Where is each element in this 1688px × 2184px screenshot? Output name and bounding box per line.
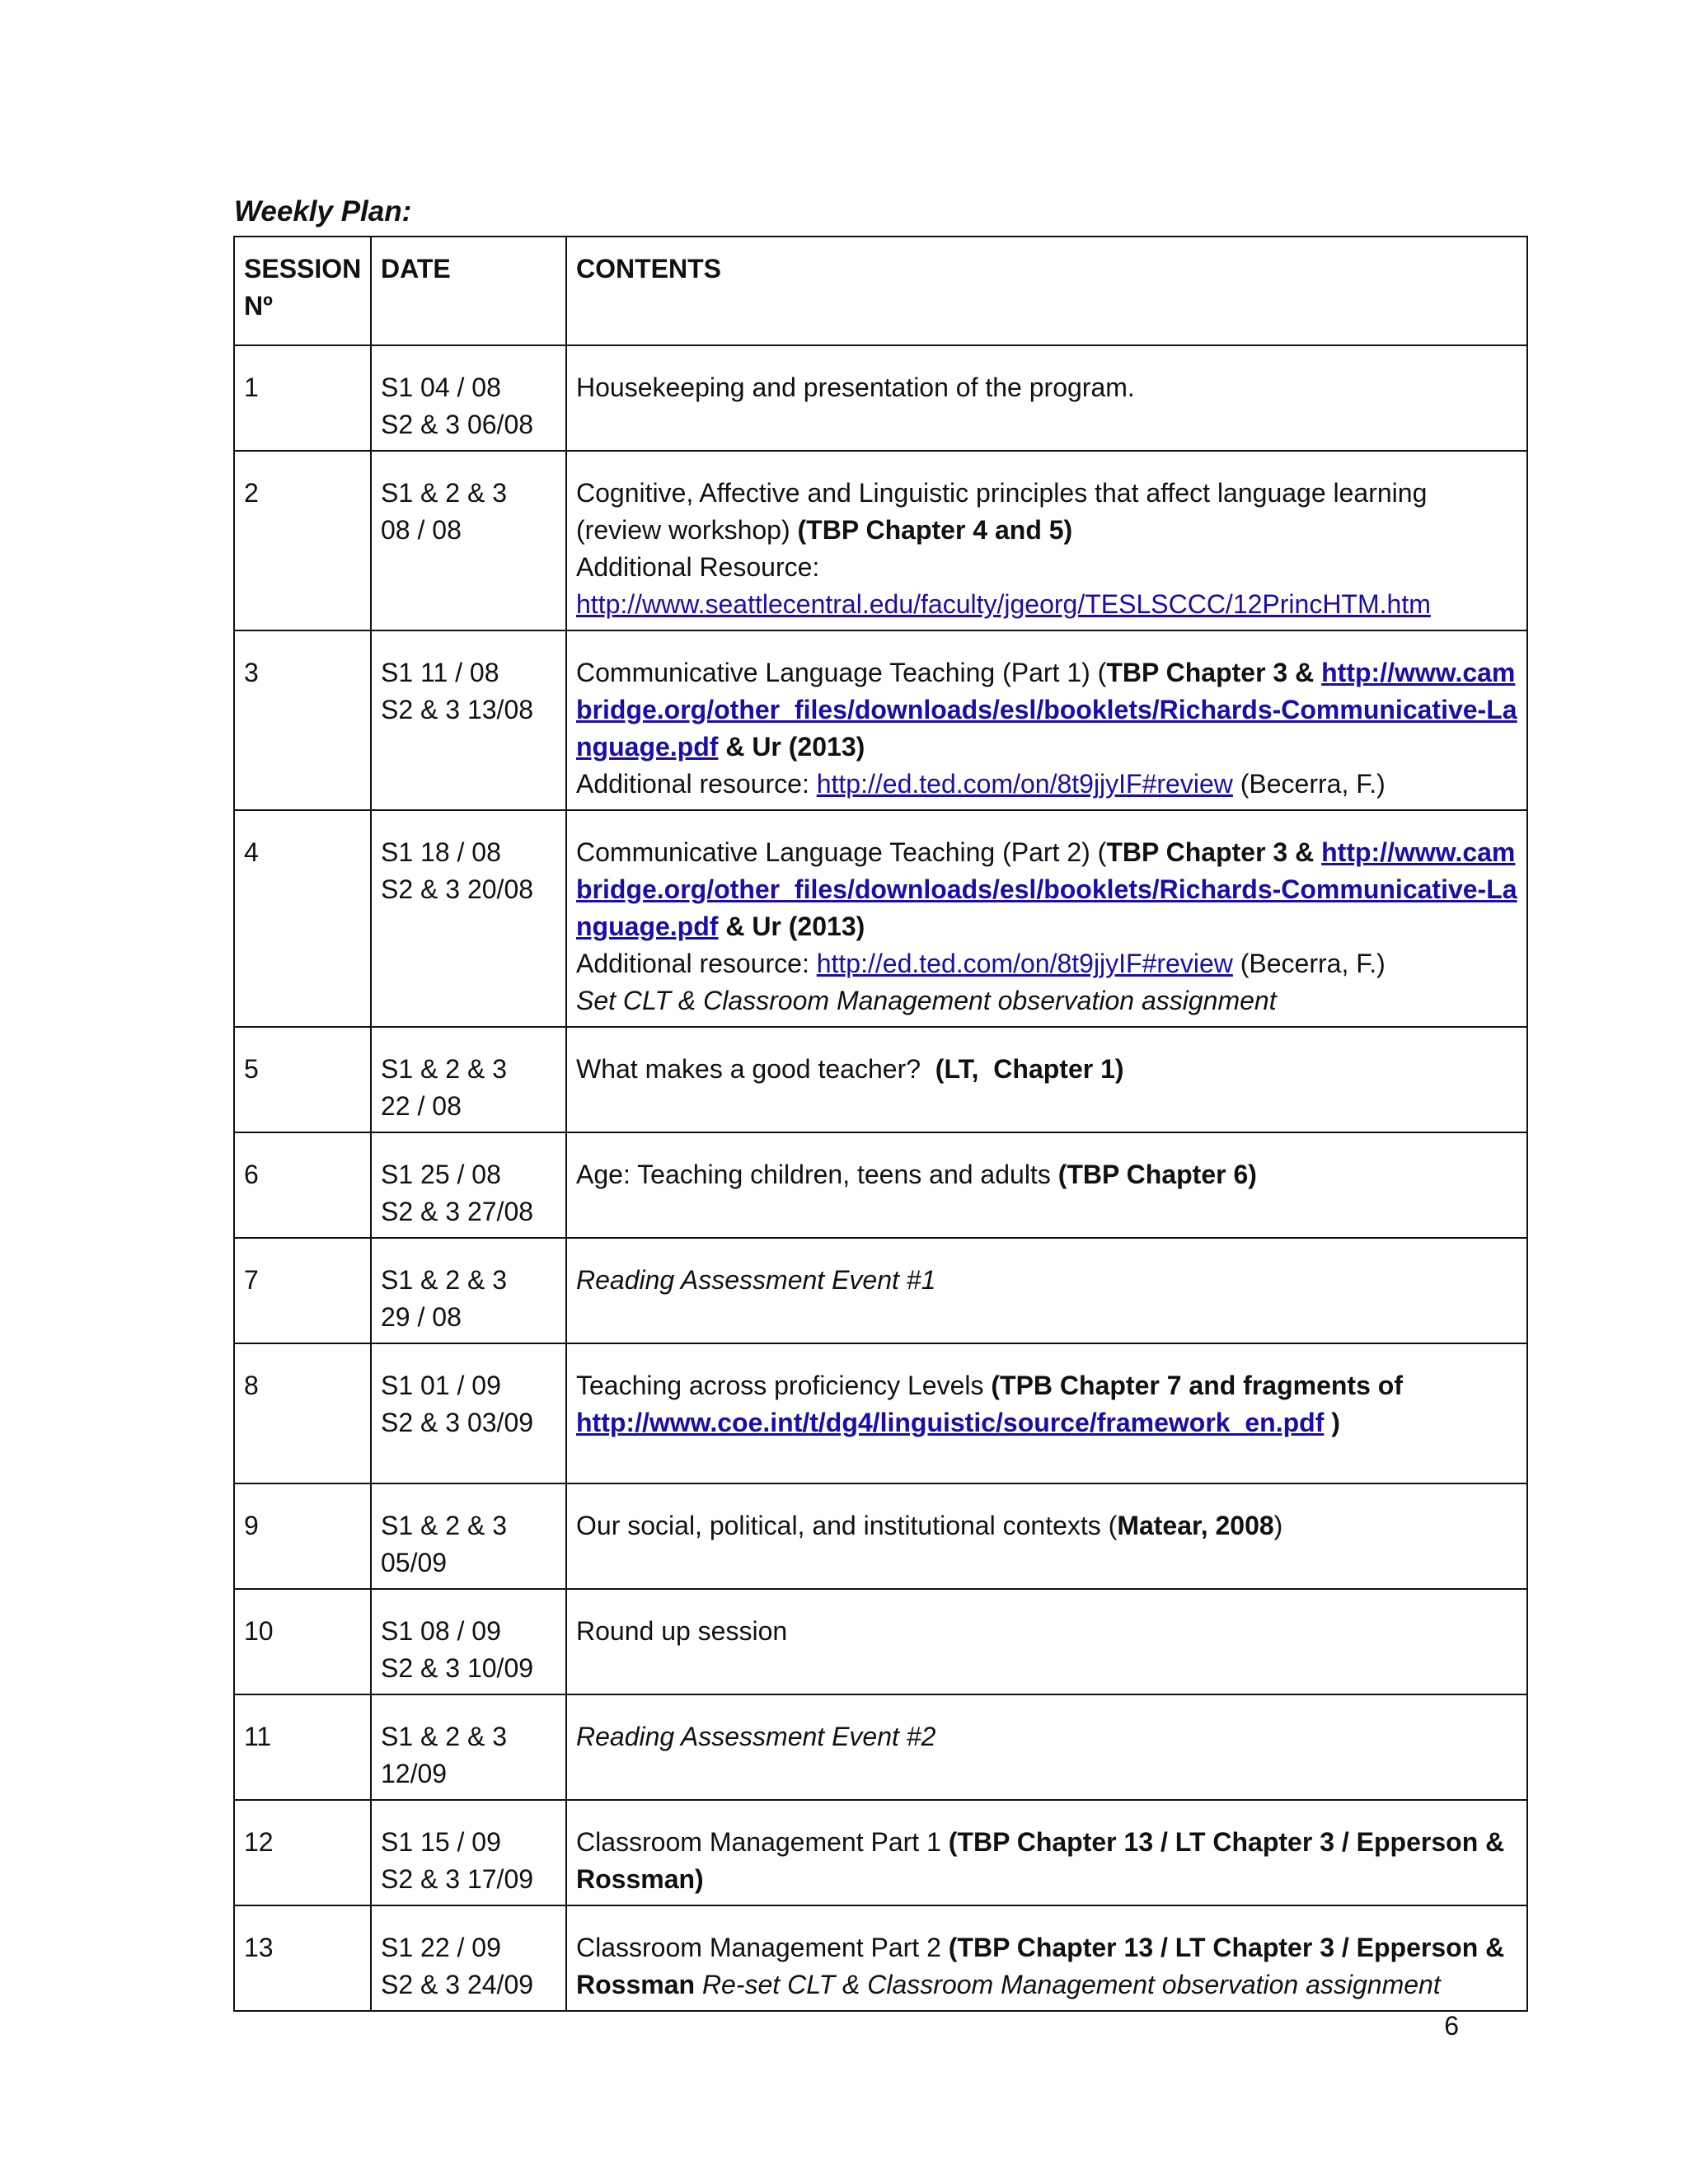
reading-reference: (TBP Chapter 6) [1057,1160,1257,1189]
date-line: S1 & 2 & 3 [381,478,507,508]
date-line: 22 / 08 [381,1091,462,1121]
session-date [371,1905,566,2011]
contents-text: Cognitive, Affective and Linguistic principles that affect language learning (review workshop) [576,478,1428,545]
contents-text: Classroom Management Part 1 [576,1827,949,1857]
reading-reference: & Ur (2013) [718,912,865,941]
contents-text: (Becerra, F.) [1232,769,1386,799]
contents-text: (Becerra, F.) [1232,949,1386,978]
date-line: S1 04 / 08 [381,373,501,402]
session-number: 4 [234,810,371,1027]
table-row [234,1238,1527,1343]
session-contents [566,1238,1527,1343]
session-contents [566,1132,1527,1238]
session-contents [566,630,1527,810]
date-line: S2 & 3 17/09 [381,1864,534,1894]
contents-text: Additional resource: [576,769,817,799]
session-number: 12 [234,1800,371,1905]
reading-reference: (TPB Chapter 7 and fragments of [991,1371,1403,1400]
resource-link[interactable]: http://www.coe.int/t/dg4/linguistic/source/framework_en.pdf [576,1408,1325,1437]
session-date [371,451,566,630]
table-row [234,810,1527,1027]
session-contents [566,1483,1527,1589]
session-date [371,810,566,1027]
table-row [234,1343,1527,1483]
session-date [371,630,566,810]
resource-link[interactable]: http://ed.ted.com/on/8t9jjyIF#review [816,769,1233,799]
session-date [371,1589,566,1694]
date-line: S1 & 2 & 3 [381,1722,507,1751]
session-number: 9 [234,1483,371,1589]
assessment-event: Reading Assessment Event #1 [576,1265,936,1295]
session-number: 10 [234,1589,371,1694]
reading-reference: & Ur (2013) [718,732,865,762]
reading-reference: TBP Chapter 3 & [1106,658,1322,687]
resource-link[interactable]: http://www.cambridge.org/other_files/downloads/esl/booklets/Richards-Communicative-Language.pdf [576,658,1517,762]
date-line: S2 & 3 06/08 [381,410,534,439]
date-line: S1 25 / 08 [381,1160,501,1189]
session-number: 7 [234,1238,371,1343]
session-date [371,1132,566,1238]
contents-text: Communicative Language Teaching (Part 1) ( [576,658,1107,687]
session-date [371,1694,566,1800]
session-contents [566,451,1527,630]
reading-reference: (TBP Chapter 13 / LT Chapter 3 / Epperson & Rossman [576,1933,1505,1999]
resource-link[interactable]: http://www.cambridge.org/other_files/downloads/esl/booklets/Richards-Communicative-Language.pdf [576,837,1517,941]
table-row [234,451,1527,630]
reading-reference: (LT, Chapter 1) [935,1054,1124,1084]
date-line: 12/09 [381,1759,448,1788]
date-line: S2 & 3 24/09 [381,1970,534,1999]
table-row [234,1132,1527,1238]
contents-text: ) [1273,1511,1283,1540]
session-number: 5 [234,1027,371,1132]
session-number: 8 [234,1343,371,1483]
session-contents [566,1027,1527,1132]
contents-text: Classroom Management Part 2 [576,1933,949,1962]
header-contents: CONTENTS [566,237,1527,345]
session-date [371,1238,566,1343]
date-line: S1 11 / 08 [381,658,499,687]
table-row [234,1589,1527,1694]
assignment-note: Re-set CLT & Classroom Management observation assignment [701,1970,1441,1999]
session-date [371,1800,566,1905]
table-row [234,630,1527,810]
session-number: 13 [234,1905,371,2011]
session-contents [566,345,1527,451]
session-contents [566,1589,1527,1694]
date-line: S2 & 3 10/09 [381,1653,534,1683]
session-number: 2 [234,451,371,630]
date-line: S2 & 3 27/08 [381,1197,534,1226]
contents-text: Additional Resource: [576,552,820,582]
session-number: 1 [234,345,371,451]
table-row [234,1800,1527,1905]
date-line: S2 & 3 03/09 [381,1408,534,1437]
session-contents [566,810,1527,1027]
reading-reference: (TBP Chapter 4 and 5) [797,515,1073,545]
contents-text: Age: Teaching children, teens and adults [576,1160,1058,1189]
date-line: S1 22 / 09 [381,1933,501,1962]
table-row [234,345,1527,451]
table-row [234,1027,1527,1132]
page-title: Weekly Plan: [234,195,412,227]
page-number: 6 [1444,2011,1459,2041]
date-line: S1 08 / 09 [381,1616,501,1646]
date-line: 29 / 08 [381,1302,462,1332]
session-date [371,1027,566,1132]
date-line: S1 15 / 09 [381,1827,501,1857]
contents-text: Housekeeping and presentation of the program. [576,373,1135,402]
reading-reference: ) [1324,1408,1340,1437]
header-date: DATE [371,237,566,345]
contents-text: Teaching across proficiency Levels [576,1371,992,1400]
reading-reference: (TBP Chapter 13 / LT Chapter 3 / Epperson & Rossman) [576,1827,1505,1894]
session-date [371,1343,566,1483]
table-row [234,1905,1527,2011]
date-line: 08 / 08 [381,515,462,545]
session-number: 6 [234,1132,371,1238]
date-line: S1 01 / 09 [381,1371,501,1400]
reading-reference: TBP Chapter 3 & [1106,837,1322,867]
table-header-row [234,237,1527,345]
reading-reference: Matear, 2008 [1117,1511,1274,1540]
date-line: S1 & 2 & 3 [381,1054,507,1084]
weekly-plan-table [233,236,1528,2012]
contents-text: Our social, political, and institutional contexts ( [576,1511,1118,1540]
date-line: S1 18 / 08 [381,837,501,867]
resource-link[interactable]: http://www.seattlecentral.edu/faculty/jgeorg/TESLSCCC/12PrincHTM.htm [576,589,1431,619]
contents-text: Round up session [576,1616,788,1646]
session-number: 3 [234,630,371,810]
date-line: S1 & 2 & 3 [381,1265,507,1295]
table-row [234,1694,1527,1800]
date-line: 05/09 [381,1548,448,1577]
contents-text: Communicative Language Teaching (Part 2) ( [576,837,1107,867]
date-line: S2 & 3 13/08 [381,695,534,724]
date-line: S1 & 2 & 3 [381,1511,507,1540]
resource-link[interactable]: http://ed.ted.com/on/8t9jjyIF#review [816,949,1233,978]
date-line: S2 & 3 20/08 [381,874,534,904]
session-date [371,345,566,451]
table-row [234,1483,1527,1589]
contents-text: Additional resource: [576,949,817,978]
session-number: 11 [234,1694,371,1800]
contents-text: What makes a good teacher? [576,1054,935,1084]
session-contents [566,1694,1527,1800]
header-session: SESSION Nº [234,237,371,345]
session-contents [566,1800,1527,1905]
assessment-event: Reading Assessment Event #2 [576,1722,936,1751]
assignment-note: Set CLT & Classroom Management observation assignment [576,986,1277,1015]
session-contents [566,1905,1527,2011]
session-contents [566,1343,1527,1483]
session-date [371,1483,566,1589]
